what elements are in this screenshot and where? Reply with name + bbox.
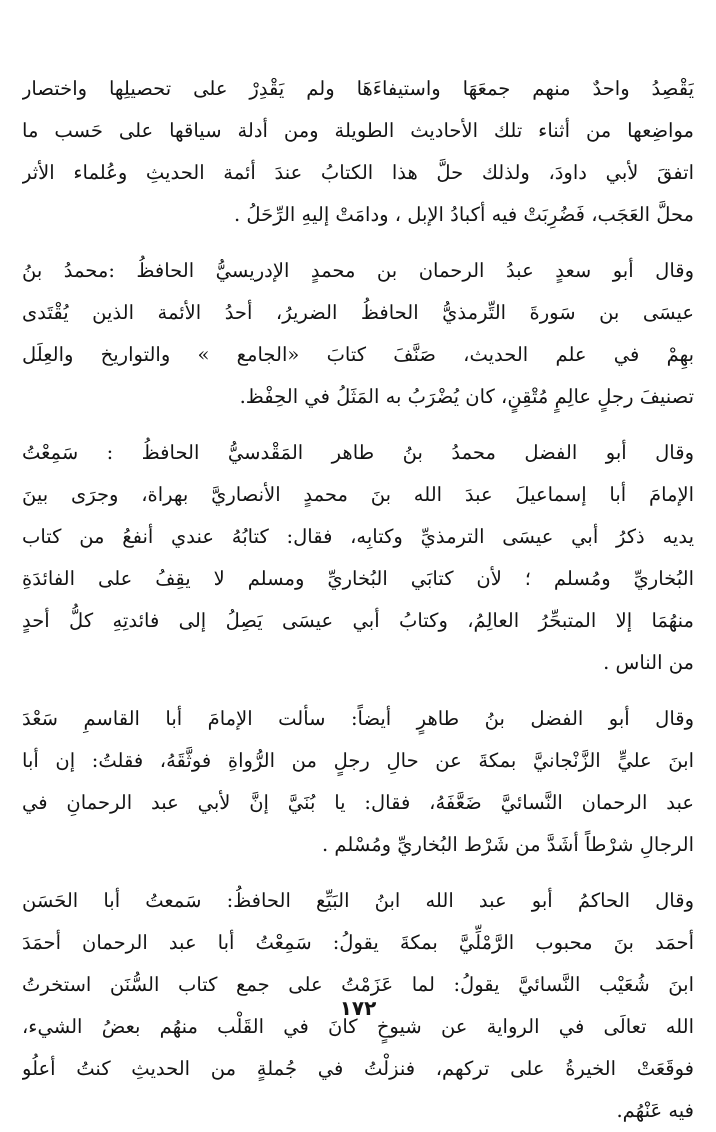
text-line: تصنيفَ رجلٍ عالِمٍ مُتْقِنٍ، كان يُضْرَبُ به المَثَلُ في الحِفْظ. bbox=[239, 385, 694, 408]
text-line: فوقَعَتْ الخيرةُ على تركهم، فنزلْتُ في جُملةٍ من الحديثِ كنتُ أعلُو bbox=[22, 1057, 694, 1080]
text-line: منهُمَا إلا المتبحِّرُ العالِمُ، وكتابُ أبي عيسَى يَصِلُ إلى فائدتِهِ كلُّ أحدٍ bbox=[22, 609, 694, 632]
text-line: فيه عَنْهُم. bbox=[616, 1099, 694, 1122]
text-line: بهِمْ في علم الحديث، صَنَّفَ كتابَ «الجامع » والتواريخ والعِلَل bbox=[22, 343, 694, 366]
text-line: يَقْصِدُ واحدٌ منهم جمعَهَا واستيفاءَهَا ولم يَقْدِرْ على تحصيلِها واختصار bbox=[22, 77, 694, 100]
text-line: محلَّ العَجَب، فَضُرِبَتْ فيه أكبادُ الإبل ، ودامَتْ إليهِ الرِّحَلُ . bbox=[234, 203, 694, 226]
paragraph-4 bbox=[22, 698, 694, 866]
text-line: وقال أبو الفضل محمدُ بنُ طاهر المَقْدسيُّ الحافظُ : سَمِعْتُ bbox=[22, 441, 694, 464]
text-line: ابنَ عليٍّ الزَّنْجانيَّ بمكةَ عن حالِ رجلٍ من الرُّواةِ فوثَّقَهُ، فقلتُ: إن أبا bbox=[22, 749, 694, 772]
text-line: البُخاريِّ ومُسلم ؛ لأن كتابَي البُخاريِّ ومسلم لا يقِفُ على الفائدَةِ bbox=[22, 567, 694, 590]
text-line: عبد الرحمان النَّسائيَّ ضَعَّفَهُ، فقال: يا بُنَيَّ إنَّ لأبي عبد الرحمانِ في bbox=[22, 791, 694, 814]
text-line: الرجالِ شرْطاً أشَدَّ من شَرْط البُخاريِّ ومُسْلم . bbox=[322, 833, 694, 856]
text-line: ابنَ شُعَيْب النَّسائيَّ يقولُ: لما عَزَمْتُ على جمع كتاب السُّنَن استخرتُ bbox=[22, 973, 694, 996]
paragraph-3 bbox=[22, 432, 694, 684]
text-line: الله تعالَى في الرواية عن شيوخٍ كانَ في القَلْب منهُم بعضُ الشيء، bbox=[22, 1015, 694, 1038]
text-line: أحمَد بنَ محبوب الرَّمْلِّيَّ بمكةَ يقولُ: سَمِعْتُ أبا عبد الرحمان أحمَدَ bbox=[22, 931, 694, 954]
text-line: مواضِعها من أثناء تلك الأحاديث الطويلة ومن أدلة سياقها على حَسب ما bbox=[22, 119, 694, 142]
text-line: وقال الحاكمُ أبو عبد الله ابنُ البَيِّع الحافظُ: سَمعتُ أبا الحَسَن bbox=[22, 889, 694, 912]
text-line: عيسَى بن سَورةَ التِّرمذيُّ الحافظُ الضريرُ، أحدُ الأئمة الذين يُقْتَدى bbox=[22, 301, 694, 324]
text-line: وقال أبو سعدٍ عبدُ الرحمان بن محمدٍ الإدريسيُّ الحافظُ :محمدُ بنُ bbox=[22, 259, 694, 282]
text-line: يديه ذكرُ أبي عيسَى الترمذيِّ وكتابِه، فقال: كتابُهُ عندي أنفعُ من كتاب bbox=[22, 525, 694, 548]
text-line: من الناس . bbox=[603, 651, 694, 674]
text-line: وقال أبو الفضل بنُ طاهرٍ أيضاً: سألت الإمامَ أبا القاسمِ سَعْدَ bbox=[22, 707, 694, 730]
text-line: الإمامَ أبا إسماعيلَ عبدَ الله بنَ محمدٍ الأنصاريَّ بهراة، وجرَى بينَ bbox=[22, 483, 694, 506]
page-number: ١٧٢ bbox=[339, 996, 377, 1020]
paragraph-2 bbox=[22, 250, 694, 418]
text-line: اتفقَ لأبي داودَ، ولذلك حلَّ هذا الكتابُ عندَ أئمة الحديثِ وعُلماء الأثر bbox=[22, 161, 694, 184]
paragraph-1 bbox=[22, 68, 694, 236]
